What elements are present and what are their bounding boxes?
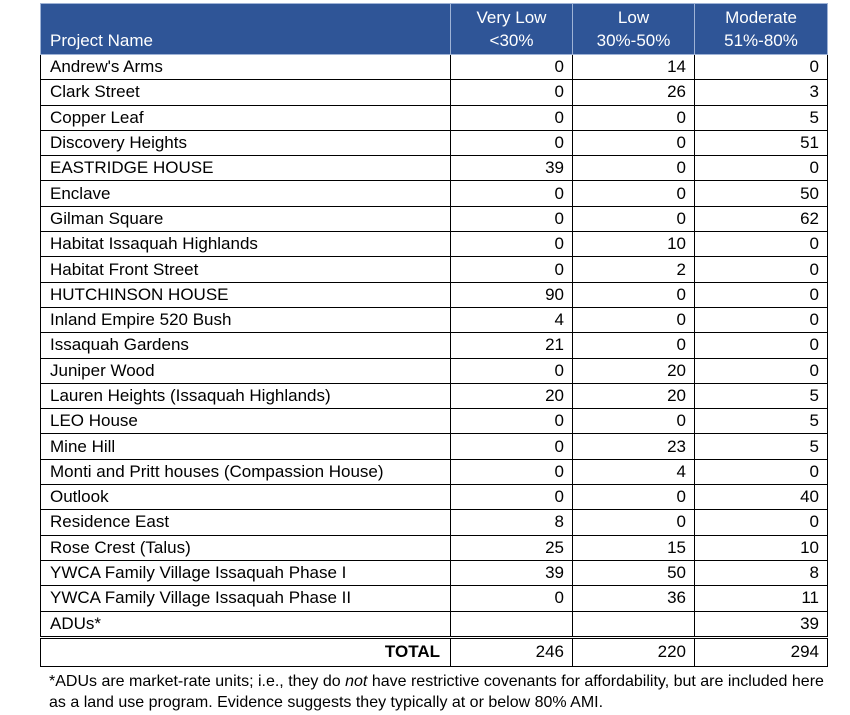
very-low-cell: 0: [451, 409, 573, 434]
moderate-cell: 5: [695, 383, 828, 408]
moderate-cell: 0: [695, 282, 828, 307]
very-low-cell: 0: [451, 434, 573, 459]
moderate-cell: 0: [695, 307, 828, 332]
very-low-cell: [451, 611, 573, 637]
column-header-moderate-line2: 51%-80%: [724, 31, 798, 50]
project-name-cell: HUTCHINSON HOUSE: [41, 282, 451, 307]
moderate-cell: 3: [695, 80, 828, 105]
moderate-cell: 0: [695, 232, 828, 257]
table-row: [41, 80, 828, 105]
low-cell: 0: [573, 181, 695, 206]
column-header-very-low-line1: Very Low: [476, 8, 547, 27]
low-cell: 0: [573, 156, 695, 181]
table-row: [41, 358, 828, 383]
moderate-cell: 40: [695, 485, 828, 510]
total-label: TOTAL: [41, 637, 451, 666]
very-low-cell: 0: [451, 485, 573, 510]
very-low-cell: 0: [451, 586, 573, 611]
project-name-cell: Copper Leaf: [41, 105, 451, 130]
moderate-cell: 0: [695, 358, 828, 383]
column-header-moderate-line1: Moderate: [725, 8, 797, 27]
moderate-cell: 0: [695, 510, 828, 535]
table-row: [41, 586, 828, 611]
very-low-cell: 0: [451, 181, 573, 206]
table-row: [41, 333, 828, 358]
footnote: [49, 671, 829, 713]
table-row: [41, 611, 828, 637]
column-header-low-line2: 30%-50%: [596, 31, 671, 50]
table-footer: [41, 637, 828, 666]
total-very-low: 246: [451, 637, 573, 666]
moderate-cell: 11: [695, 586, 828, 611]
moderate-cell: 39: [695, 611, 828, 637]
very-low-cell: 0: [451, 55, 573, 80]
table-row: [41, 206, 828, 231]
moderate-cell: 0: [695, 333, 828, 358]
moderate-cell: 0: [695, 257, 828, 282]
footnote-part1: *ADUs are market-rate units; i.e., they do: [49, 673, 346, 690]
moderate-cell: 10: [695, 535, 828, 560]
table-row: [41, 560, 828, 585]
moderate-cell: 8: [695, 560, 828, 585]
low-cell: 20: [573, 383, 695, 408]
column-header-low: [573, 4, 695, 55]
project-name-cell: Residence East: [41, 510, 451, 535]
very-low-cell: 0: [451, 257, 573, 282]
moderate-cell: 5: [695, 409, 828, 434]
low-cell: 2: [573, 257, 695, 282]
project-name-cell: EASTRIDGE HOUSE: [41, 156, 451, 181]
table-row: [41, 181, 828, 206]
low-cell: 0: [573, 485, 695, 510]
low-cell: 0: [573, 105, 695, 130]
very-low-cell: 0: [451, 459, 573, 484]
table-row: [41, 459, 828, 484]
low-cell: 23: [573, 434, 695, 459]
header-row: [41, 4, 828, 55]
low-cell: 20: [573, 358, 695, 383]
moderate-cell: 51: [695, 130, 828, 155]
project-name-cell: Discovery Heights: [41, 130, 451, 155]
low-cell: 50: [573, 560, 695, 585]
moderate-cell: 0: [695, 55, 828, 80]
project-name-cell: YWCA Family Village Issaquah Phase I: [41, 560, 451, 585]
project-name-cell: Juniper Wood: [41, 358, 451, 383]
column-header-very-low-line2: <30%: [489, 31, 534, 50]
very-low-cell: 0: [451, 206, 573, 231]
project-name-cell: Rose Crest (Talus): [41, 535, 451, 560]
low-cell: 14: [573, 55, 695, 80]
low-cell: 0: [573, 282, 695, 307]
table-row: [41, 55, 828, 80]
low-cell: 26: [573, 80, 695, 105]
very-low-cell: 25: [451, 535, 573, 560]
moderate-cell: 0: [695, 156, 828, 181]
low-cell: 36: [573, 586, 695, 611]
table-row: [41, 383, 828, 408]
table-row: [41, 282, 828, 307]
low-cell: [573, 611, 695, 637]
low-cell: 0: [573, 130, 695, 155]
total-moderate: 294: [695, 637, 828, 666]
affordable-housing-table-container: [40, 3, 827, 667]
table-header: [41, 4, 828, 55]
total-row: [41, 637, 828, 666]
very-low-cell: 0: [451, 232, 573, 257]
project-name-cell: Issaquah Gardens: [41, 333, 451, 358]
table-body: [41, 55, 828, 638]
table-row: [41, 535, 828, 560]
low-cell: 0: [573, 409, 695, 434]
project-name-cell: YWCA Family Village Issaquah Phase II: [41, 586, 451, 611]
very-low-cell: 39: [451, 156, 573, 181]
moderate-cell: 0: [695, 459, 828, 484]
project-name-cell: Lauren Heights (Issaquah Highlands): [41, 383, 451, 408]
table-row: [41, 105, 828, 130]
very-low-cell: 0: [451, 80, 573, 105]
project-name-cell: ADUs*: [41, 611, 451, 637]
very-low-cell: 39: [451, 560, 573, 585]
project-name-cell: Outlook: [41, 485, 451, 510]
column-header-very-low: [451, 4, 573, 55]
project-name-cell: Habitat Issaquah Highlands: [41, 232, 451, 257]
table-row: [41, 156, 828, 181]
moderate-cell: 5: [695, 434, 828, 459]
very-low-cell: 8: [451, 510, 573, 535]
column-header-low-line1: Low: [617, 8, 650, 27]
affordable-housing-table: [40, 3, 828, 667]
table-row: [41, 409, 828, 434]
project-name-cell: Inland Empire 520 Bush: [41, 307, 451, 332]
moderate-cell: 50: [695, 181, 828, 206]
low-cell: 0: [573, 333, 695, 358]
very-low-cell: 90: [451, 282, 573, 307]
column-header-project-name: Project Name: [41, 4, 451, 55]
total-low: 220: [573, 637, 695, 666]
table-row: [41, 485, 828, 510]
low-cell: 4: [573, 459, 695, 484]
project-name-cell: Monti and Pritt houses (Compassion House): [41, 459, 451, 484]
very-low-cell: 0: [451, 358, 573, 383]
very-low-cell: 0: [451, 130, 573, 155]
table-row: [41, 510, 828, 535]
moderate-cell: 5: [695, 105, 828, 130]
project-name-cell: Andrew's Arms: [41, 55, 451, 80]
project-name-cell: Habitat Front Street: [41, 257, 451, 282]
low-cell: 0: [573, 307, 695, 332]
project-name-cell: LEO House: [41, 409, 451, 434]
very-low-cell: 0: [451, 105, 573, 130]
table-row: [41, 130, 828, 155]
table-row: [41, 307, 828, 332]
project-name-cell: Mine Hill: [41, 434, 451, 459]
low-cell: 0: [573, 206, 695, 231]
very-low-cell: 4: [451, 307, 573, 332]
low-cell: 15: [573, 535, 695, 560]
low-cell: 10: [573, 232, 695, 257]
column-header-moderate: [695, 4, 828, 55]
footnote-emphasis: not: [345, 673, 368, 690]
moderate-cell: 62: [695, 206, 828, 231]
low-cell: 0: [573, 510, 695, 535]
table-row: [41, 232, 828, 257]
project-name-cell: Enclave: [41, 181, 451, 206]
project-name-cell: Gilman Square: [41, 206, 451, 231]
footnote-part2: have restrictive covenants for affordability, but are included here as a land use program. Evidence suggests they typically at or below 80% AMI.: [49, 673, 824, 711]
table-row: [41, 434, 828, 459]
project-name-cell: Clark Street: [41, 80, 451, 105]
very-low-cell: 21: [451, 333, 573, 358]
table-row: [41, 257, 828, 282]
very-low-cell: 20: [451, 383, 573, 408]
